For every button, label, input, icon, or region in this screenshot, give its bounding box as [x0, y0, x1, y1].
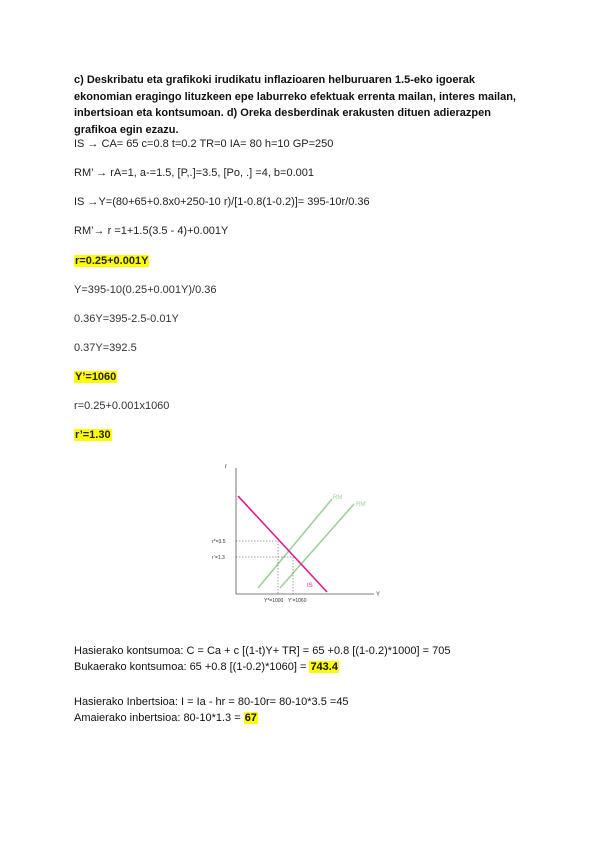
rm-prime-label: RM' — [356, 502, 367, 508]
is-curve — [238, 496, 327, 592]
final-consumption-text: Bukaerako kontsumoa: 65 +0.8 [(1-0.2)*1060] = — [74, 661, 310, 673]
part-c-text: Deskribatu eta grafikoki irudikatu inflazioaren helburuaren 1.5-eko igoerak ekonomian eragingo lituzkeen epe laburreko efektuak errenta mailan, interes mailan, inbertsioan eta kontsumoan. — [74, 74, 516, 119]
final-consumption — [74, 661, 339, 673]
final-investment-value: 67 — [244, 712, 257, 724]
rm-curve — [258, 499, 332, 588]
is-parameters: IS → CA= 65 c=0.8 t=0.2 TR=0 IA= 80 h=10 GP=250 — [74, 138, 334, 150]
final-consumption-value: 743.4 — [310, 661, 338, 673]
step-3: 0.37Y=392.5 — [74, 342, 137, 354]
y-final-label: Y’=1060 — [288, 598, 307, 604]
part-c-label: c) — [74, 74, 84, 86]
rm-result-highlight: r=0.25+0.001Y — [75, 255, 149, 267]
r-substitution: r=0.25+0.001x1060 — [74, 400, 170, 412]
final-investment-text: Amaierako inbertsioa: 80-10*1.3 = — [74, 712, 244, 724]
initial-consumption: Hasierako kontsumoa: C = Ca + c [(1-t)Y+ TR] = 65 +0.8 [(1-0.2)*1000] = 705 — [74, 645, 451, 657]
part-d-label: d) — [226, 107, 238, 119]
r-result-highlight: r’=1.30 — [75, 429, 111, 441]
final-investment — [74, 712, 258, 724]
rm-label: RM — [333, 495, 343, 501]
rm-equation: RM’→ r =1+1.5(3.5 - 4)+0.001Y — [74, 225, 229, 237]
substitution-step: Y=395-10(0.25+0.001Y)/0.36 — [74, 284, 217, 296]
r-final-label: r’=1.3 — [212, 555, 225, 561]
y-initial-label: Y*=1000 — [264, 598, 284, 604]
rm-parameters: RM’ → rA=1, a-=1.5, [P,.]=3.5, [Po, .] =4, b=0.001 — [74, 167, 315, 179]
part-d-text: Oreka desberdinak erakusten dituen adierazpen grafikoa egin ezazu. — [74, 107, 491, 136]
step-2: 0.36Y=395-2.5-0.01Y — [74, 313, 179, 325]
y-axis-label: r — [225, 464, 227, 470]
y-result-highlight: Y’=1060 — [75, 371, 117, 383]
is-lm-graph — [212, 456, 386, 606]
x-axis-label: Y — [376, 592, 381, 598]
is-equation: IS →Y=(80+65+0.8x0+250-10 r)/[1-0.8(1-0.2)]= 395-10r/0.36 — [74, 196, 370, 208]
is-label: IS — [307, 583, 313, 589]
question-text — [74, 72, 534, 138]
r-initial-label: r*=3.5 — [212, 539, 226, 545]
initial-investment: Hasierako Inbertsioa: I = Ia - hr = 80-10r= 80-10*3.5 =45 — [74, 696, 349, 708]
